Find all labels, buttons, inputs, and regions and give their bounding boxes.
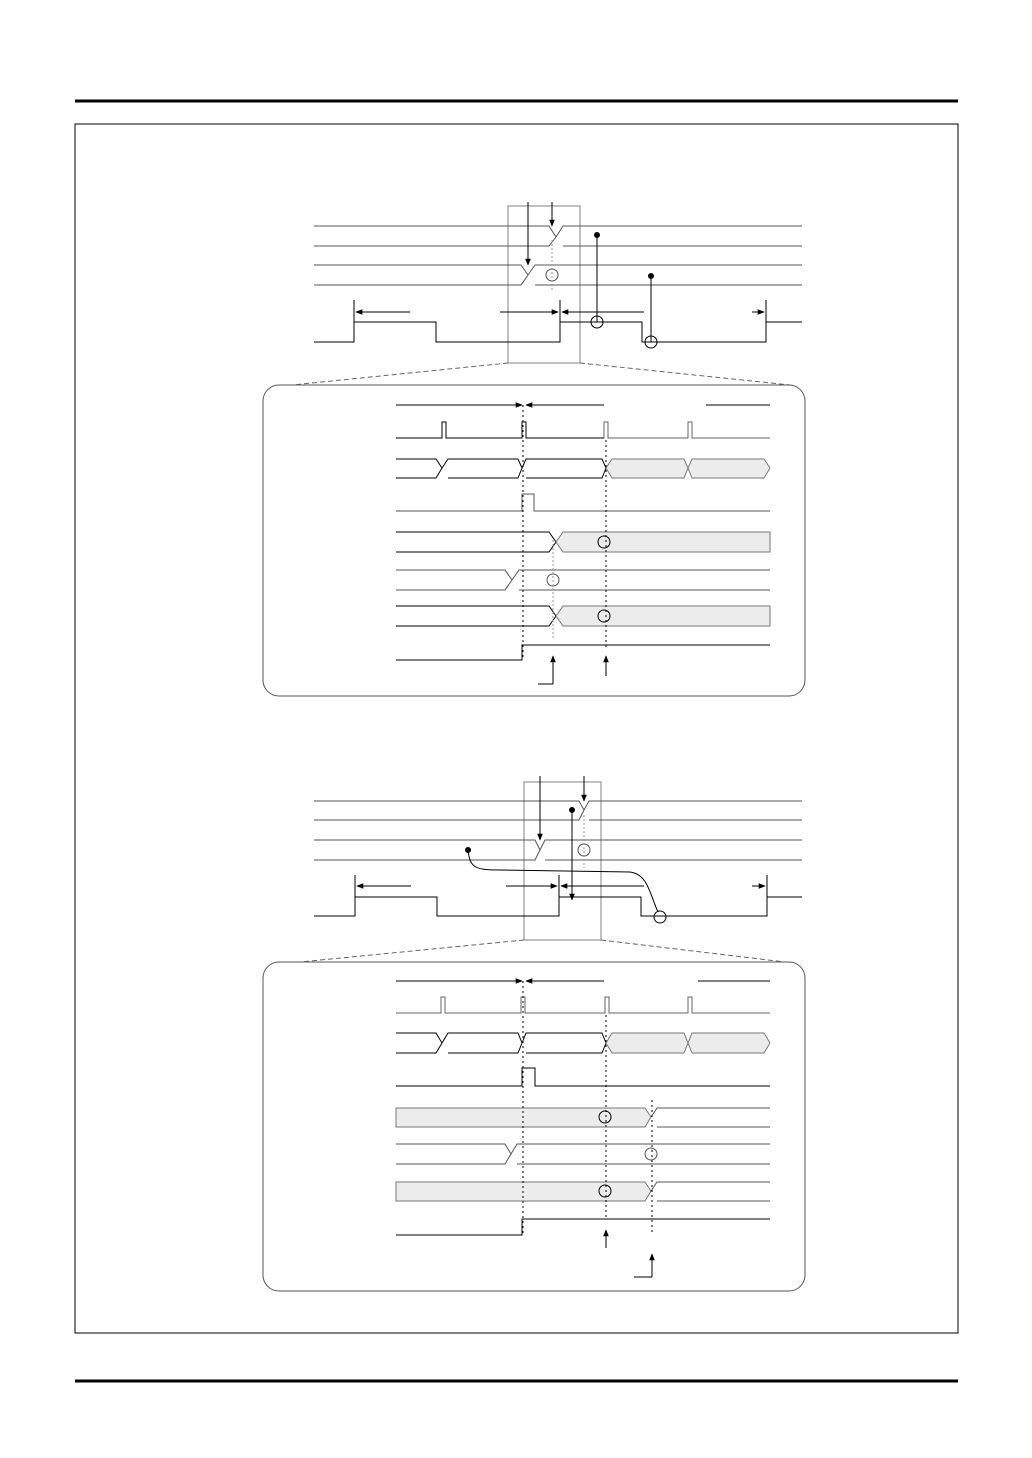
bottom-zoom-proj-right [601, 940, 785, 962]
bottom-curve-pointer [468, 850, 658, 912]
bz-step [396, 1219, 770, 1235]
bottom-zoom-panel [263, 962, 805, 1291]
top-waveform [314, 322, 802, 342]
top-signal-1 [314, 226, 802, 246]
bottom-signal-1 [314, 801, 802, 820]
top-marker-left [354, 300, 766, 322]
bz-sig-c [651, 1182, 770, 1201]
bz-sig-b [396, 1144, 770, 1164]
bz-bus-shaded [606, 1033, 770, 1053]
top-zoom-proj-left [292, 363, 508, 385]
bottom-zoom-proj-left [300, 940, 524, 962]
bz-sig-b-circle [645, 1148, 657, 1160]
bz-bus [396, 1033, 606, 1053]
bottom-waveform [314, 897, 802, 916]
top-pointer-dot-1 [595, 233, 600, 238]
tz-clock [396, 422, 770, 438]
tz-bus [396, 459, 606, 478]
bottom-timing-diagram [300, 776, 802, 962]
bz-clock [396, 997, 770, 1013]
tz-sig-a-shade [556, 532, 770, 552]
tz-sig-c [396, 606, 556, 626]
bottom-pointer-dot-1 [570, 808, 575, 813]
bottom-signal-2 [314, 840, 802, 860]
tz-clock-solid [396, 422, 604, 438]
tz-step [396, 645, 770, 660]
tz-pulse [396, 494, 770, 511]
figure-frame [75, 124, 958, 1333]
bottom-sample-circle [578, 844, 590, 856]
tz-sig-a [396, 532, 556, 552]
tz-bus-shaded [606, 459, 770, 478]
tz-sig-c-shade [556, 606, 770, 626]
top-pointer-dot-2 [649, 274, 654, 279]
bottom-pointer-circle [654, 911, 666, 923]
bottom-pointer-dot-2 [466, 848, 471, 853]
tz-sig-b [396, 570, 770, 590]
top-zoom-proj-right [580, 363, 790, 385]
top-timing-diagram [292, 202, 802, 385]
bz-sig-a [651, 1108, 770, 1127]
top-sample-circle-1 [546, 269, 558, 281]
top-zoom-panel [263, 385, 805, 696]
bz-pulse [396, 1068, 770, 1086]
